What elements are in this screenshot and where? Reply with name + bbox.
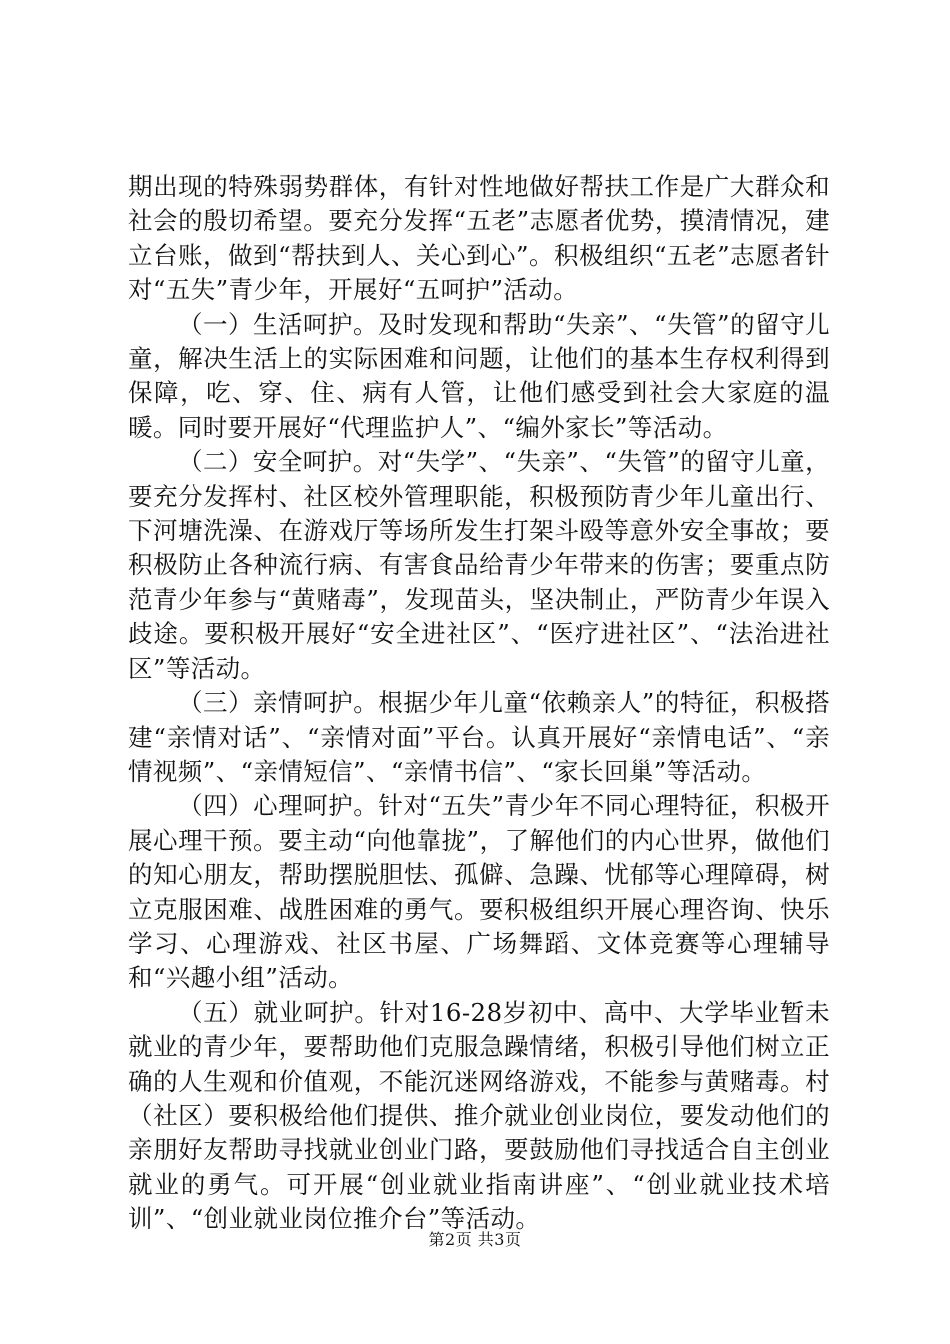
paragraph-family-care: （三）亲情呵护。根据少年儿童“依赖亲人”的特征，积极搭建“亲情对话”、“亲情对面”平台。认真开展好“亲情电话”、“亲情视频”、“亲情短信”、“亲情书信”、“家长回巢”等活动。 — [128, 688, 830, 786]
document-body — [128, 170, 830, 1237]
paragraph-safety-care: （二）安全呵护。对“失学”、“失亲”、“失管”的留守儿童，要充分发挥村、社区校外管理职能，积极预防青少年儿童出行、下河塘洗澡、在游戏厅等场所发生打架斗殴等意外安全事故；要积极防止各种流行病、有害食品给青少年带来的伤害；要重点防范青少年参与“黄赌毒”，发现苗头，坚决制止，严防青少年误入歧途。要积极开展好“安全进社区”、“医疗进社区”、“法治进社区”等活动。 — [128, 447, 830, 683]
paragraph-intro: 期出现的特殊弱势群体，有针对性地做好帮扶工作是广大群众和社会的殷切希望。要充分发挥“五老”志愿者优势，摸清情况，建立台账，做到“帮扶到人、关心到心”。积极组织“五老”志愿者针对“五失”青少年，开展好“五呵护”活动。 — [128, 172, 830, 305]
page-number-footer: 第2页 共3页 — [428, 1230, 522, 1249]
paragraph-psychological-care: （四）心理呵护。针对“五失”青少年不同心理特征，积极开展心理干预。要主动“向他靠拢”，了解他们的内心世界，做他们的知心朋友，帮助摆脱胆怯、孤僻、急躁、忧郁等心理障碍，树立克服困难、战胜困难的勇气。要积极组织开展心理咨询、快乐学习、心理游戏、社区书屋、广场舞蹈、文体竞赛等心理辅导和“兴趣小组”活动。 — [128, 791, 830, 993]
paragraph-life-care: （一）生活呵护。及时发现和帮助“失亲”、“失管”的留守儿童，解决生活上的实际困难和问题，让他们的基本生存权利得到保障，吃、穿、住、病有人管，让他们感受到社会大家庭的温暖。同时要开展好“代理监护人”、“编外家长”等活动。 — [128, 309, 830, 442]
paragraph-employment-care: （五）就业呵护。针对16-28岁初中、高中、大学毕业暂未就业的青少年，要帮助他们克服急躁情绪，积极引导他们树立正确的人生观和价值观，不能沉迷网络游戏，不能参与黄赌毒。村（社区）要积极给他们提供、推介就业创业岗位，要发动他们的亲朋好友帮助寻找就业创业门路，要鼓励他们寻找适合自主创业就业的勇气。可开展“创业就业指南讲座”、“创业就业技术培训”、“创业就业岗位推介台”等活动。 — [128, 997, 830, 1234]
